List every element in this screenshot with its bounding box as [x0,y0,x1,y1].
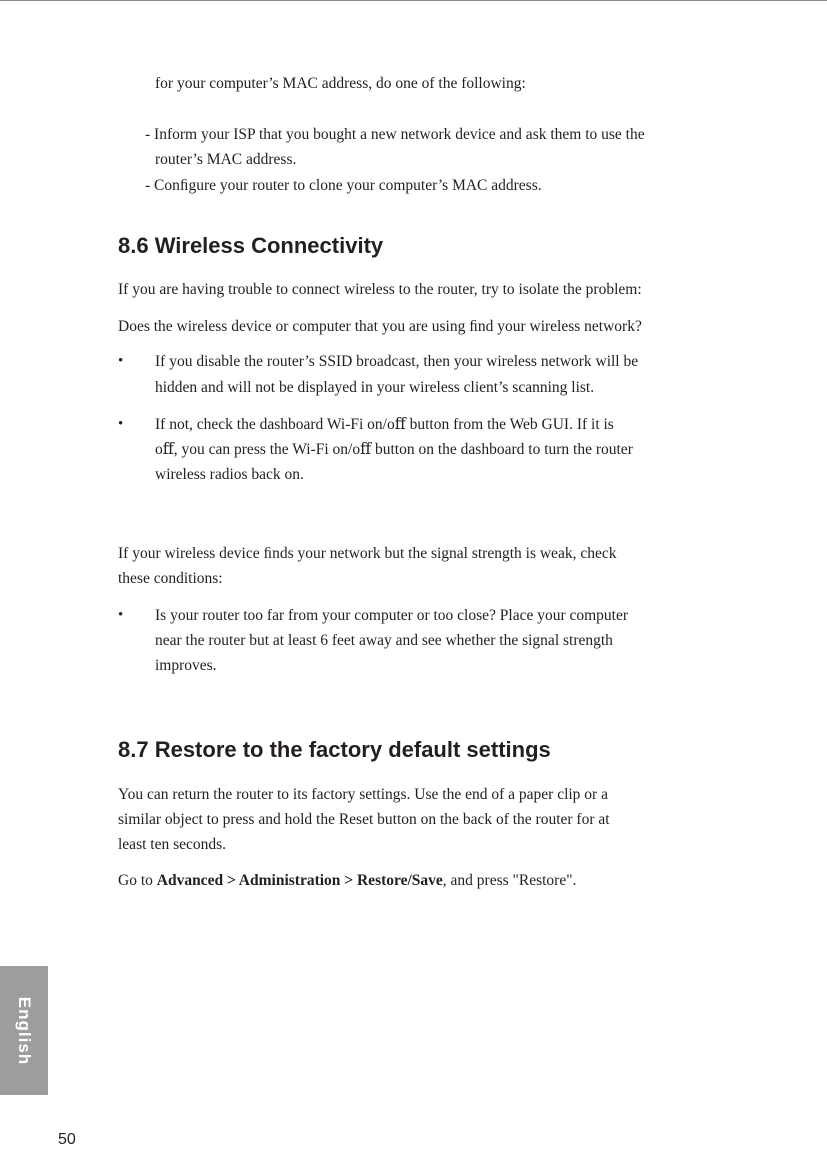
paragraph-cont: least ten seconds. [118,836,227,853]
paragraph: If you are having trouble to connect wireless to the router, try to isolate the problem: [118,281,642,298]
intro-dash-item: - Inform your ISP that you bought a new network device and ask them to use the [145,126,645,143]
language-side-tab [0,966,48,1095]
bullet-icon: • [118,353,124,369]
top-rule [0,0,827,1]
bullet-text-cont: wireless radios back on. [155,466,304,483]
bullet-text-cont: near the router but at least 6 feet away and see whether the signal strength [155,632,613,649]
menu-path: Advanced > Administration > Restore/Save [156,872,443,889]
bullet-text-cont: improves. [155,657,217,674]
intro-dash-item-cont: router’s MAC address. [155,151,297,168]
bullet-text: Is your router too far from your computer or too close? Place your computer [155,607,629,624]
goto-suffix: , and press "Restore". [442,872,577,889]
bullet-text-cont: oﬀ, you can press the Wi-Fi on/oﬀ button on the dashboard to turn the router [155,441,633,458]
bullet-text-cont: hidden and will not be displayed in your wireless client’s scanning list. [155,379,595,396]
language-label: English [15,996,34,1065]
intro-dash-item: - Conﬁgure your router to clone your computer’s MAC address. [145,177,542,194]
bullet-icon: • [118,416,124,432]
section-heading-wireless: 8.6 Wireless Connectivity [118,233,384,258]
intro-line: for your computer’s MAC address, do one of the following: [155,75,526,92]
paragraph: If your wireless device ﬁnds your network but the signal strength is weak, check [118,545,617,562]
paragraph: Does the wireless device or computer that you are using ﬁnd your wireless network? [118,318,642,335]
goto-prefix: Go to [118,872,157,889]
section-heading-restore: 8.7 Restore to the factory default settings [118,737,551,762]
bullet-text: If not, check the dashboard Wi-Fi on/oﬀ button from the Web GUI. If it is [155,416,614,433]
bullet-icon: • [118,607,124,623]
paragraph: You can return the router to its factory settings. Use the end of a paper clip or a [118,786,608,803]
paragraph-cont: these conditions: [118,570,223,587]
goto-instruction [118,868,576,893]
paragraph-cont: similar object to press and hold the Reset button on the back of the router for at [118,811,610,828]
bullet-text: If you disable the router’s SSID broadcast, then your wireless network will be [155,353,639,370]
page-number: 50 [58,1131,76,1148]
